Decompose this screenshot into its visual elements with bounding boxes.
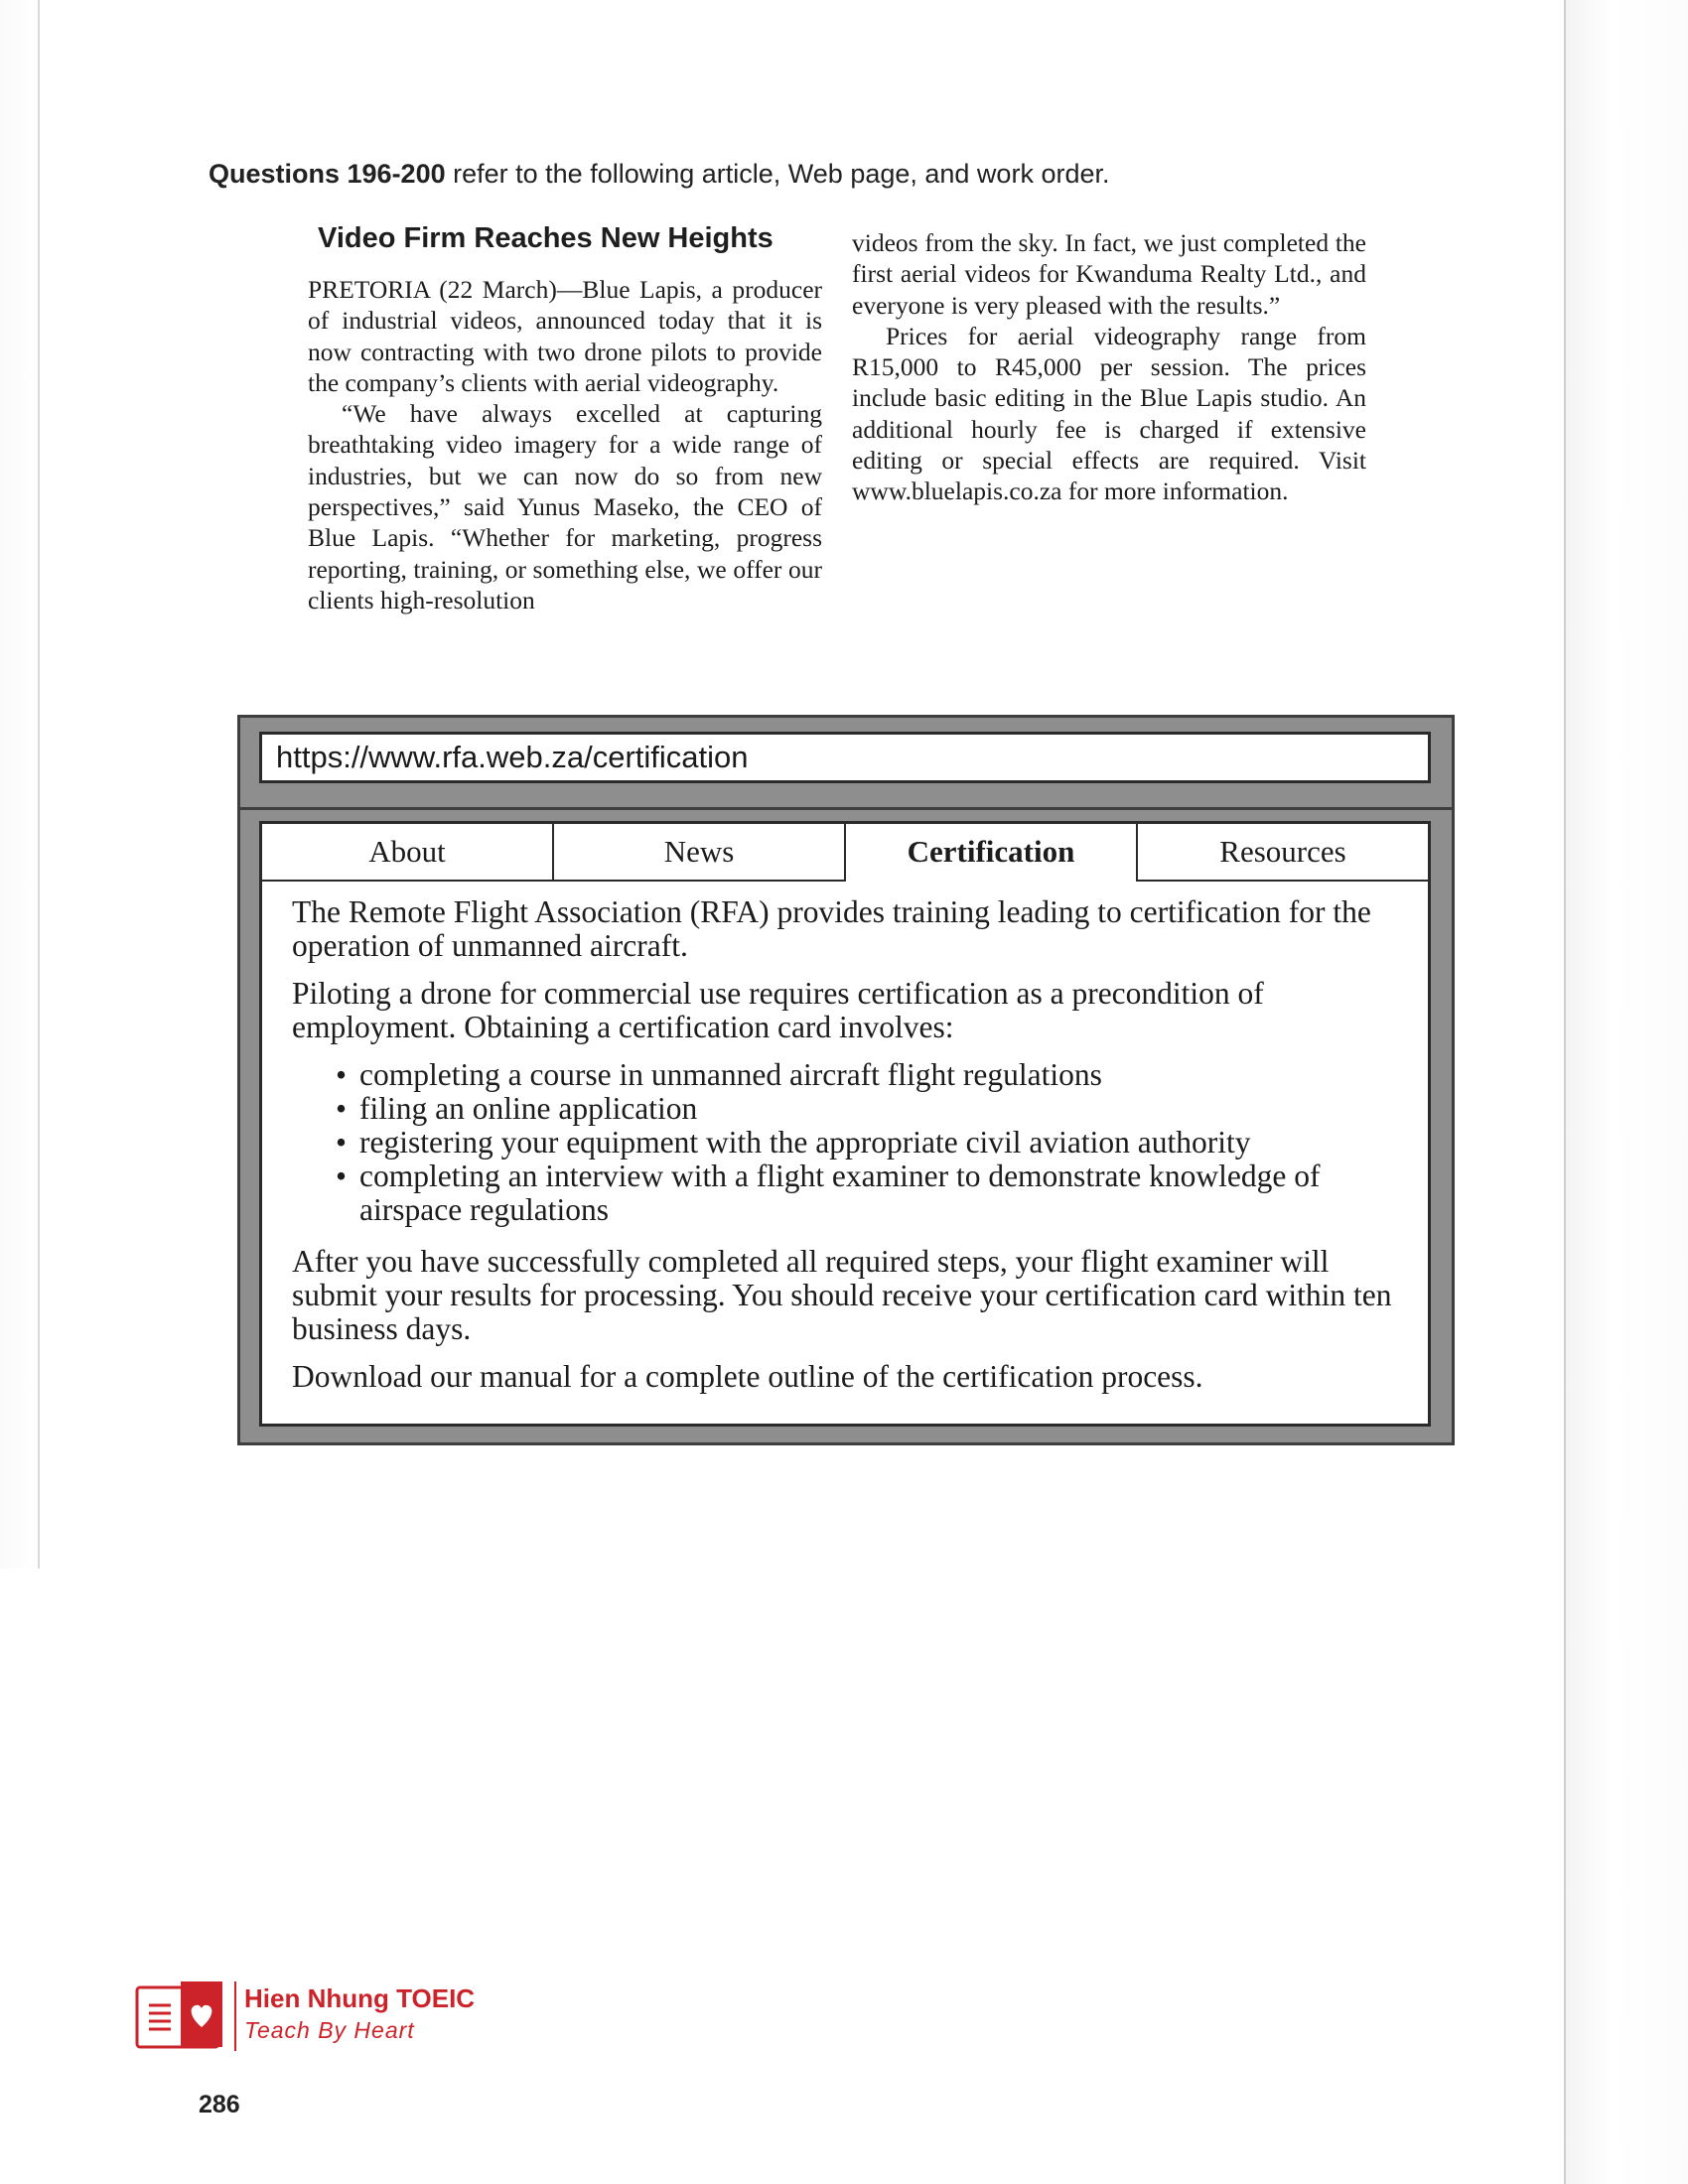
requirement-text: Piloting a drone for commercial use requires certification as a precondition of employment. Obtaining a certification card involves: (292, 976, 1264, 1044)
questions-header (209, 159, 1109, 190)
list-item: • completing a course in unmanned aircraft flight regulations (359, 1058, 1399, 1092)
tab-about[interactable]: About (262, 824, 554, 882)
steps-list (292, 1058, 1399, 1227)
after-steps-text: After you have successfully completed all required steps, your flight examiner will submit your results for processing. You should receive your certification card within ten business days. (292, 1244, 1392, 1346)
logo-separator (234, 1981, 236, 2051)
download-manual-text: Download our manual for a complete outline of the certification process. (292, 1359, 1203, 1394)
list-item: • completing an interview with a flight examiner to demonstrate knowledge of airspace regulations (359, 1160, 1399, 1227)
url-bar[interactable]: https://www.rfa.web.za/certification (259, 732, 1431, 783)
article-column-right (852, 227, 1366, 507)
tab-news[interactable]: News (554, 824, 846, 882)
questions-instruction: refer to the following article, Web page, and work order. (445, 159, 1110, 189)
nav-tabs (262, 824, 1428, 882)
page-number: 286 (199, 2091, 240, 2118)
article-paragraph: Prices for aerial videography range from R15,000 to R45,000 per session. The prices include basic editing in the Blue Lapis studio. An additional hourly fee is charged if extensive editing or special effects are required. Visit www.bluelapis.co.za for more information. (852, 321, 1366, 506)
webpage-frame (237, 715, 1455, 1445)
book-heart-icon (135, 1978, 224, 2053)
tab-resources[interactable]: Resources (1138, 824, 1428, 882)
article-paragraph: videos from the sky. In fact, we just completed the first aerial videos for Kwanduma Realty Ltd., and everyone is very pleased with the results.” (852, 228, 1366, 320)
certification-content (292, 895, 1399, 1408)
tab-certification[interactable]: Certification (846, 824, 1138, 882)
article-title: Video Firm Reaches New Heights (318, 222, 774, 254)
list-item: • registering your equipment with the appropriate civil aviation authority (359, 1126, 1399, 1160)
list-item: • filing an online application (359, 1092, 1399, 1126)
frame-divider (240, 807, 1452, 810)
article-column-left (308, 274, 822, 615)
article-paragraph: “We have always excelled at capturing breathtaking video imagery for a wide range of industries, but we can now do so from new perspectives,” said Yunus Maseko, the CEO of Blue Lapis. “Whether for marketing, progress reporting, training, or something else, we offer our clients high-resolution (308, 399, 822, 614)
intro-text: The Remote Flight Association (RFA) provides training leading to certification for the operation of unmanned aircraft. (292, 894, 1371, 963)
webpage-panel (259, 821, 1431, 1427)
article-paragraph: PRETORIA (22 March)—Blue Lapis, a producer of industrial videos, announced today that it is now contracting with two drone pilots to provide the company’s clients with aerial videography. (308, 275, 822, 397)
logo-title: Hien Nhung TOEIC (244, 1983, 476, 2013)
brand-logo (135, 1978, 492, 2057)
scan-edge-left (0, 0, 40, 1569)
questions-range: Questions 196-200 (209, 159, 446, 189)
logo-subtitle: Teach By Heart (244, 2017, 415, 2043)
scan-edge-right (1564, 0, 1688, 2184)
